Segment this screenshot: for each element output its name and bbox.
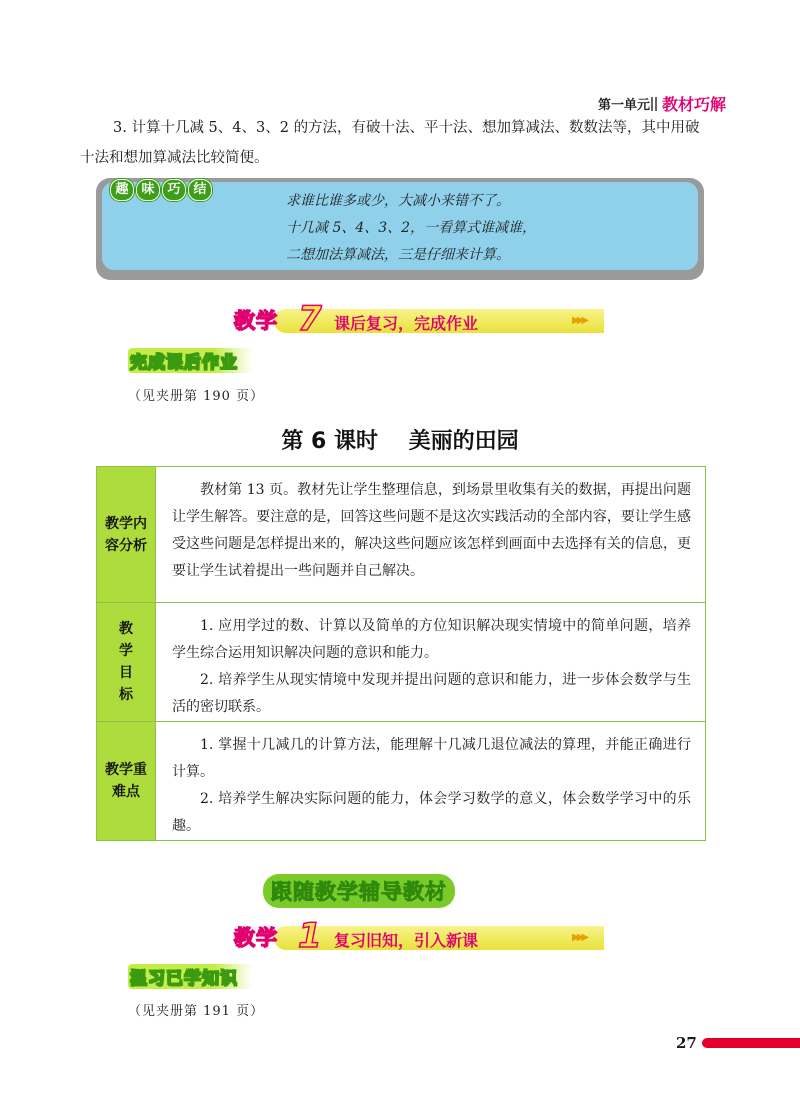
row-paragraph: 1. 应用学过的数、计算以及简单的方位知识解决现实情境中的简单问题，培养学生综合运用知识解决问题的意识和能力。 [172,618,691,661]
arrow-icon: ▶▶▶ [572,315,587,326]
homework-note: （见夹册第 190 页） [128,389,265,404]
lesson-title: 第 6 课时 美丽的田园 [281,429,519,454]
row-header: 教学内容分析 [97,467,156,602]
intro-paragraph [80,113,713,173]
table-row [97,602,705,721]
table-row [97,721,705,840]
review-label: 温习已学知识 [128,964,252,989]
row-paragraph: 2. 培养学生从现实情境中发现并提出问题的意识和能力，进一步体会数学与生活的密切联系。 [172,672,691,715]
fun-summary-label [110,178,214,200]
row-paragraph: 1. 掌握十几减几的计算方法，能理解十几减几退位减法的算理，并能正确进行计算。 [172,737,691,780]
intro-line-2: 十法和想加算减法比较简便。 [80,150,269,166]
row-content [156,603,705,721]
section-title: 跟随教学辅导教材 [263,874,455,908]
homework-label: 完成课后作业 [128,348,252,373]
row-header: 教学重难点 [97,722,156,840]
rhyme-line: 求谁比谁多或少，大减小来错不了。 [286,193,510,209]
row-content [156,722,705,840]
banner-title: 复习旧知，引入新课 [334,931,479,950]
banner-title: 课后复习，完成作业 [334,314,479,333]
row-header: 教学目标 [97,603,156,721]
rhyme-line: 十几减 5、4、3、2，一看算式谁减谁， [286,220,537,236]
unit-label: 第一单元 [597,98,650,113]
header-subtitle: 教材巧解 [661,95,726,114]
intro-line-1: 3. 计算十几减 5、4、3、2 的方法，有破十法、平十法、想加算减法、数数法等，其中用破 [113,120,700,136]
banner-prefix: 教学 [234,926,278,950]
running-header [598,92,726,115]
row-content [156,467,705,602]
row-paragraph: 教材第 13 页。教材先让学生整理信息，到场景里收集有关的数据，再提出问题让学生解答。要注意的是，回答这些问题不是这次实践活动的全部内容，要让学生感受这些问题是怎样提出来的，解决这些问题应该怎样到画面中去选择有关的信息，更要让学生试着提出一些问题并自己解决。 [172,482,691,579]
banner-prefix: 教学 [234,309,278,333]
row-paragraph: 2. 培养学生解决实际问题的能力，体会学习数学的意义，体会数学学习中的乐趣。 [172,791,691,834]
table-row [97,467,705,602]
page-bar [702,1038,800,1048]
header-divider [651,97,653,111]
rhyme-line: 二想加法算减法，三是仔细来计算。 [286,247,510,263]
arrow-icon: ▶▶▶ [572,932,587,943]
teaching-step-banner [234,916,604,956]
header-divider [655,97,657,111]
lesson-table [96,466,706,841]
review-note: （见夹册第 191 页） [128,1004,265,1019]
label-char: 结 [188,179,212,201]
label-char: 味 [136,179,160,201]
teaching-step-banner [234,299,604,339]
label-char: 巧 [162,179,186,201]
banner-number: 7 [298,299,322,339]
page-number: 27 [676,1034,697,1052]
banner-number: 1 [298,916,322,956]
label-char: 趣 [110,179,134,201]
